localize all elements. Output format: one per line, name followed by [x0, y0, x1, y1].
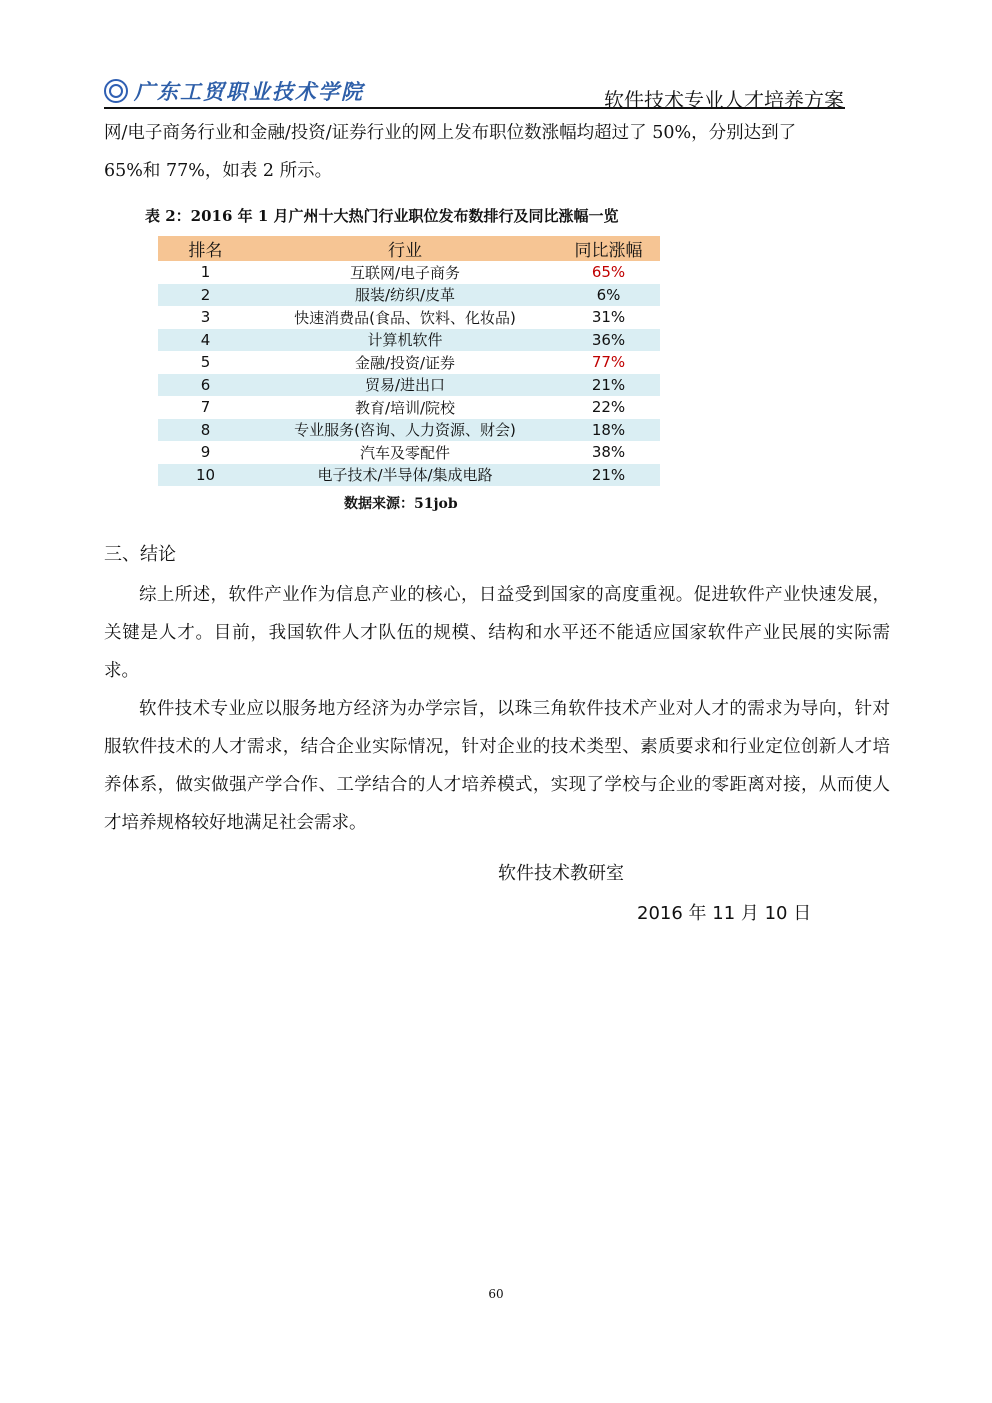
- conclusion-paragraph-2: 软件技术专业应以服务地方经济为办学宗旨，以珠三角软件技术产业对人才的需求为导向，针对服软件技术的人才需求，结合企业实际情况，针对企业的技术类型、素质要求和行业定位创新人才培养体系，做实做强产学合作、工学结合的人才培养模式，实现了学校与企业的零距离对接，从而使人才培养规格较好地满足社会需求。: [104, 699, 890, 833]
- table-row: [158, 464, 660, 487]
- cell-growth: 31%: [591, 308, 626, 327]
- college-emblem-icon: [104, 79, 128, 103]
- conclusion-paragraph-1: 综上所述，软件产业作为信息产业的核心，日益受到国家的高度重视。促进软件产业快速发展，关键是人才。目前，我国软件人才队伍的规模、结构和水平还不能适应国家软件产业民展的实际需求。: [104, 585, 890, 681]
- cell-industry: 教育/培训/院校: [354, 398, 456, 417]
- cell-rank: 7: [200, 398, 211, 417]
- cell-rank: 8: [158, 419, 253, 442]
- cell-rank: 4: [158, 329, 253, 352]
- table-row: [158, 419, 660, 442]
- conclusion-body: [104, 576, 890, 842]
- cell-growth: 21%: [557, 374, 660, 397]
- cell-growth: 65%: [591, 263, 626, 282]
- table-row: [158, 441, 660, 464]
- cell-growth: 36%: [557, 329, 660, 352]
- table-row: [158, 396, 660, 419]
- table-caption: 表 2：2016 年 1 月广州十大热门行业职位发布数排行及同比涨幅一览: [145, 207, 619, 225]
- cell-growth: 6%: [557, 284, 660, 307]
- cell-industry: 服装/纺织/皮革: [253, 284, 557, 307]
- table-row: [158, 261, 660, 284]
- cell-industry: 计算机软件: [253, 329, 557, 352]
- cell-industry: 汽车及零配件: [359, 443, 450, 462]
- section-heading: 三、结论: [104, 544, 176, 565]
- cell-growth: 38%: [591, 443, 626, 462]
- table-header-row: [158, 236, 660, 261]
- cell-industry: 金融/投资/证券: [354, 353, 456, 372]
- cell-industry: 专业服务(咨询、人力资源、财会): [253, 419, 557, 442]
- table-row: [158, 284, 660, 307]
- cell-rank: 5: [200, 353, 211, 372]
- cell-rank: 2: [158, 284, 253, 307]
- header-industry: 行业: [253, 236, 557, 261]
- cell-rank: 1: [200, 263, 211, 282]
- cell-industry: 电子技术/半导体/集成电路: [253, 464, 557, 487]
- header-divider: [104, 107, 845, 109]
- intro-line-2: 65%和 77%，如表 2 所示。: [104, 161, 333, 181]
- cell-growth: 18%: [557, 419, 660, 442]
- table-source: 数据来源：51job: [344, 496, 458, 512]
- cell-industry: 互联网/电子商务: [349, 263, 461, 282]
- college-name: 广东工贸职业技术学院: [134, 79, 364, 104]
- header-growth: 同比涨幅: [557, 236, 660, 261]
- signature-office: 软件技术教研室: [498, 863, 624, 884]
- cell-rank: 6: [158, 374, 253, 397]
- table-row: [158, 329, 660, 352]
- document-title: 软件技术专业人才培养方案: [604, 88, 844, 112]
- table-row: [158, 306, 660, 329]
- cell-growth: 22%: [591, 398, 626, 417]
- signature-date: 2016 年 11 月 10 日: [637, 903, 812, 924]
- cell-industry: 贸易/进出口: [253, 374, 557, 397]
- cell-rank: 3: [200, 308, 211, 327]
- cell-rank: 9: [200, 443, 211, 462]
- table-row: [158, 351, 660, 374]
- industry-ranking-table: [158, 236, 660, 486]
- table-row: [158, 374, 660, 397]
- cell-rank: 10: [158, 464, 253, 487]
- cell-growth: 21%: [557, 464, 660, 487]
- cell-growth: 77%: [591, 353, 626, 372]
- page-number: 60: [488, 1287, 504, 1301]
- cell-industry: 快速消费品(食品、饮料、化妆品): [294, 308, 516, 327]
- college-logo: [104, 76, 364, 106]
- header-rank: 排名: [158, 236, 253, 261]
- intro-line-1: 网/电子商务行业和金融/投资/证券行业的网上发布职位数涨幅均超过了 50%，分别达到了: [104, 123, 797, 143]
- intro-paragraph: [104, 114, 890, 190]
